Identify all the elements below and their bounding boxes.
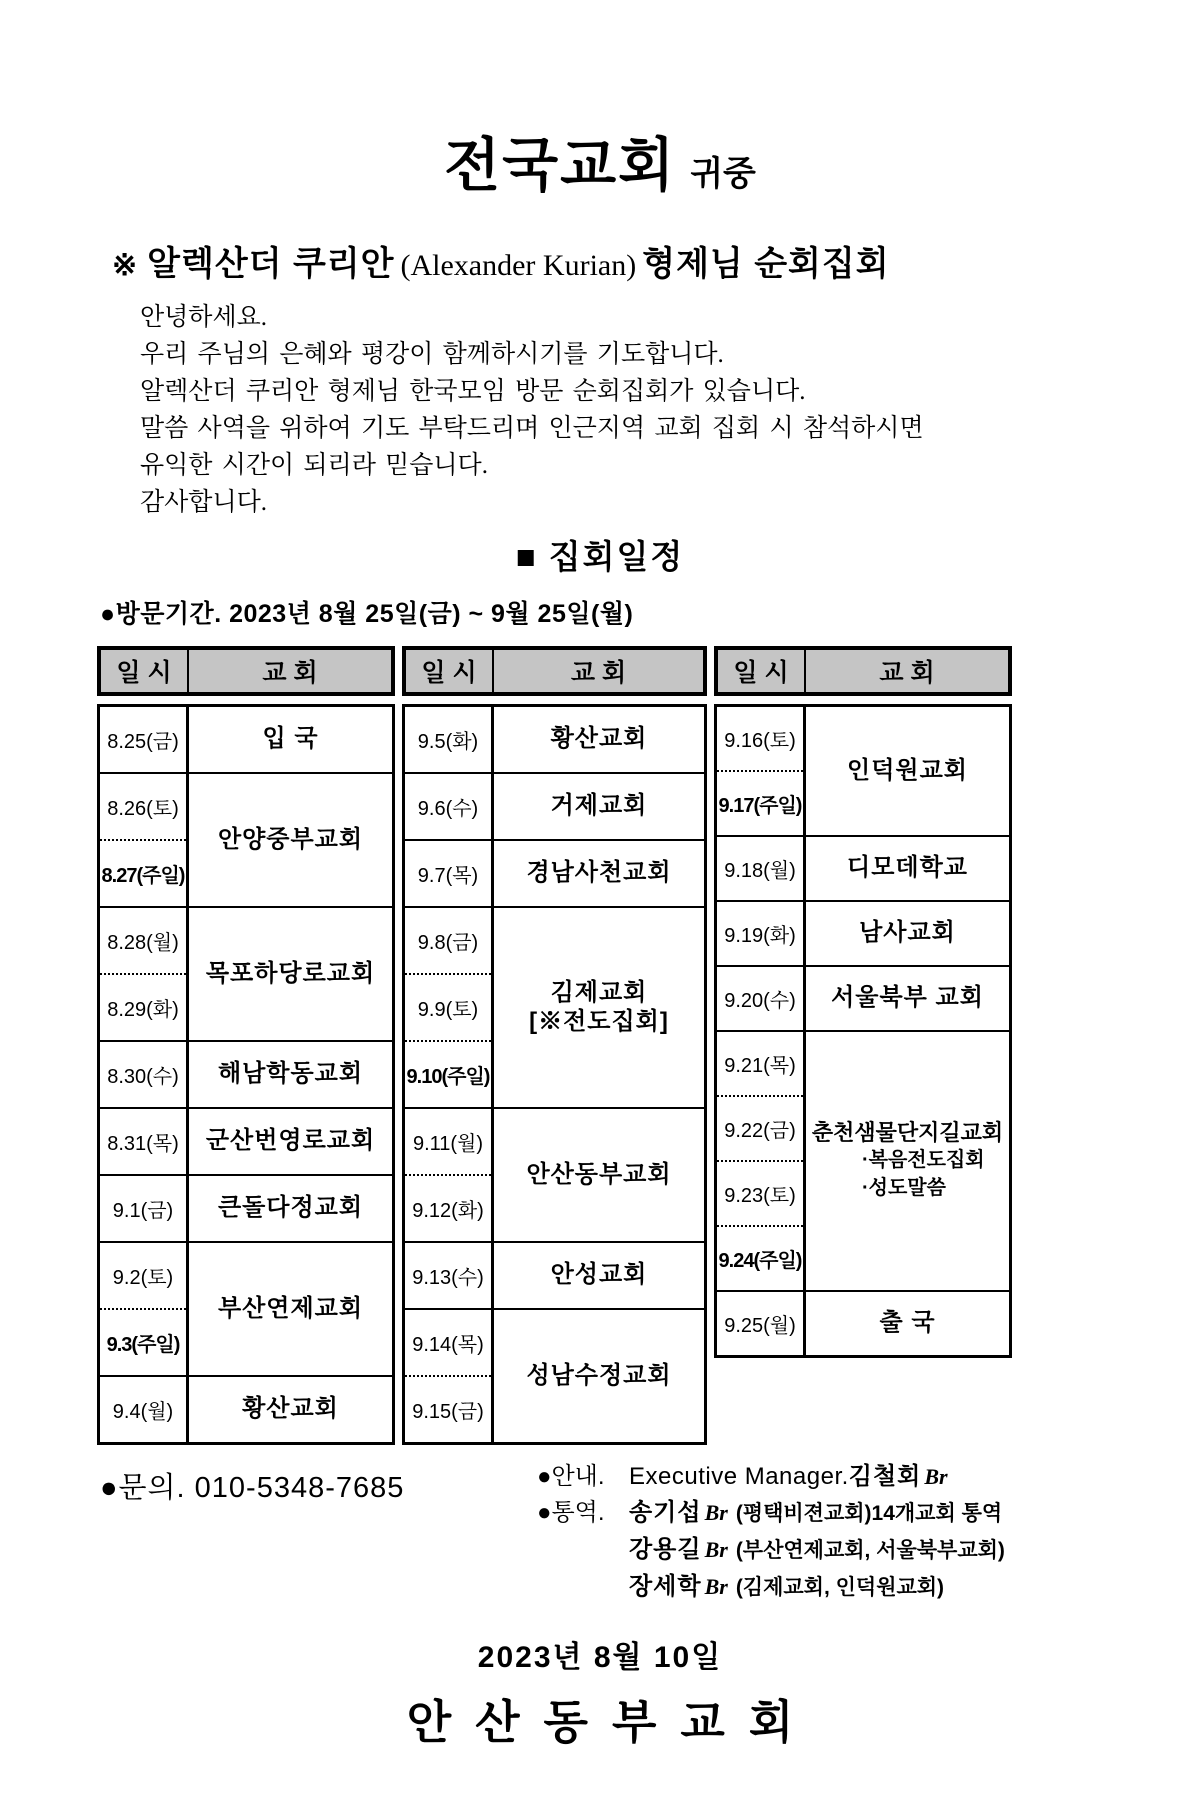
subtitle-suffix: 형제님 순회집회 xyxy=(642,245,890,283)
date-cell: 9.6(수) xyxy=(404,773,493,840)
interpreter-label: ●통역. xyxy=(537,1499,605,1526)
guide-role: Executive Manager. xyxy=(629,1463,849,1490)
church-name: 목포하당로교회 xyxy=(205,959,376,987)
table-body xyxy=(402,704,707,1445)
table-row xyxy=(716,706,1011,772)
table-row xyxy=(716,836,1011,901)
date-cell: 9.21(목) xyxy=(716,1031,805,1096)
date-cell: 8.27(주일) xyxy=(99,840,188,907)
table-row xyxy=(99,1175,394,1242)
date-cell: 9.11(월) xyxy=(404,1108,493,1175)
interpreter-line xyxy=(537,1495,1015,1532)
date-cell: 9.8(금) xyxy=(404,907,493,974)
date-cell: 9.13(수) xyxy=(404,1242,493,1309)
guide-line xyxy=(537,1459,1015,1495)
table-row xyxy=(716,966,1011,1031)
schedule-table-3 xyxy=(714,646,1012,1358)
footer-row xyxy=(97,1459,1015,1606)
church-cell xyxy=(188,1175,394,1242)
greeting-line: 말씀 사역을 위하여 기도 부탁드리며 인근지역 교회 집회 시 참석하시면 xyxy=(140,415,924,442)
church-cell xyxy=(493,1309,706,1444)
table-row xyxy=(99,907,394,974)
church-cell xyxy=(805,836,1011,901)
column-header-church: 교 회 xyxy=(879,659,935,687)
date-cell: 9.5(화) xyxy=(404,706,493,774)
date-cell: 9.24(주일) xyxy=(716,1226,805,1291)
date-cell: 9.9(토) xyxy=(404,974,493,1041)
interpreter-line xyxy=(537,1532,1015,1569)
date-cell: 9.2(토) xyxy=(99,1242,188,1309)
guide-name: 김철회 xyxy=(848,1463,922,1490)
date-cell: 9.12(화) xyxy=(404,1175,493,1242)
date-cell: 9.23(토) xyxy=(716,1161,805,1226)
date-cell: 9.20(수) xyxy=(716,966,805,1031)
church-sub-note: ·성도말씀 xyxy=(862,1177,946,1200)
greeting-line: 감사합니다. xyxy=(140,489,268,516)
date-cell: 9.16(토) xyxy=(716,706,805,772)
date-cell: 8.25(금) xyxy=(99,706,188,774)
subtitle xyxy=(0,236,1200,285)
church-name: 디모데학교 xyxy=(847,854,968,882)
church-cell xyxy=(493,1108,706,1242)
interpreter-churches: (평택비젼교회)14개교회 통역 xyxy=(735,1502,1003,1525)
column-header-church: 교 회 xyxy=(262,659,318,687)
table-row xyxy=(404,907,706,974)
church-name: 군산번영로교회 xyxy=(205,1127,376,1155)
visit-period: ●방문기간. 2023년 8월 25일(금) ~ 9월 25일(월) xyxy=(100,600,634,628)
greeting-line: 알렉산더 쿠리안 형제님 한국모임 방문 순회집회가 있습니다. xyxy=(140,378,806,405)
interpreter-churches: (부산연제교회, 서울북부교회) xyxy=(735,1539,1005,1562)
speaker-name-kr: 알렉산더 쿠리안 xyxy=(147,245,395,283)
church-name: 안산동부교회 xyxy=(526,1160,672,1188)
table-row xyxy=(99,1108,394,1175)
speaker-name-en: (Alexander Kurian) xyxy=(400,249,637,282)
date-cell: 9.15(금) xyxy=(404,1376,493,1444)
church-name: 남사교회 xyxy=(859,919,956,947)
guide-label: ●안내. xyxy=(537,1463,605,1490)
church-cell xyxy=(493,706,706,774)
date-cell: 8.28(월) xyxy=(99,907,188,974)
table-row xyxy=(404,840,706,907)
church-cell xyxy=(805,1291,1011,1357)
church-name: 인덕원교회 xyxy=(847,756,968,784)
church-sub-note: ·복음전도집회 xyxy=(862,1149,985,1172)
date-cell: 9.1(금) xyxy=(99,1175,188,1242)
church-cell xyxy=(188,907,394,1041)
interpreter-brother-abbr: Br xyxy=(704,1537,728,1562)
schedule-tables xyxy=(97,646,1200,1445)
column-header-date: 일 시 xyxy=(718,650,806,692)
date-cell: 9.4(월) xyxy=(99,1376,188,1444)
schedule-table-1 xyxy=(97,646,395,1445)
church-cell xyxy=(188,1242,394,1376)
table-row xyxy=(404,1309,706,1376)
church-name: 성남수정교회 xyxy=(526,1361,672,1389)
church-name: 입 국 xyxy=(262,725,319,753)
church-cell xyxy=(493,907,706,1108)
date-cell: 9.22(금) xyxy=(716,1096,805,1161)
table-row xyxy=(99,1242,394,1309)
table-row xyxy=(404,773,706,840)
date-cell: 9.7(목) xyxy=(404,840,493,907)
interpreter-brother-abbr: Br xyxy=(704,1574,728,1599)
table-row xyxy=(404,1242,706,1309)
date-cell: 9.10(주일) xyxy=(404,1041,493,1108)
table-body xyxy=(714,704,1012,1358)
contact-phone: ●문의. 010-5348-7685 xyxy=(100,1472,405,1504)
church-cell xyxy=(805,901,1011,966)
greeting-paragraph xyxy=(0,299,1200,521)
church-cell xyxy=(188,706,394,774)
date-cell: 8.30(수) xyxy=(99,1041,188,1108)
title-main: 전국교회 xyxy=(444,133,677,198)
church-name: 춘천샘물단지길교회 xyxy=(811,1119,1004,1145)
table-header xyxy=(97,646,395,696)
church-cell xyxy=(805,1031,1011,1291)
church-name: [※전도집회] xyxy=(529,1007,669,1035)
church-name: 거제교회 xyxy=(550,792,648,820)
column-header-church: 교 회 xyxy=(570,659,627,687)
date-cell: 9.17(주일) xyxy=(716,771,805,836)
church-cell xyxy=(493,840,706,907)
date-cell: 9.3(주일) xyxy=(99,1309,188,1376)
church-cell xyxy=(188,1108,394,1175)
table-row xyxy=(716,1031,1011,1096)
table-row xyxy=(99,773,394,840)
date-cell: 8.29(화) xyxy=(99,974,188,1041)
church-cell xyxy=(805,706,1011,837)
document-date: 2023년 8월 10일 xyxy=(477,1641,723,1674)
church-name: 김제교회 xyxy=(550,978,648,1006)
guide-brother-abbr: Br xyxy=(924,1464,948,1489)
church-name: 경남사천교회 xyxy=(526,859,672,887)
greeting-line: 우리 주님의 은혜와 평강이 함께하시기를 기도합니다. xyxy=(140,341,724,368)
church-cell xyxy=(188,773,394,907)
interpreter-brother-abbr: Br xyxy=(704,1500,728,1525)
church-cell xyxy=(493,1242,706,1309)
interpreter-churches: (김제교회, 인덕원교회) xyxy=(735,1576,945,1599)
schedule-section-title: ■ 집회일정 xyxy=(515,538,685,575)
reference-mark: ※ xyxy=(112,249,138,282)
schedule-table-2 xyxy=(402,646,707,1445)
table-row xyxy=(99,1376,394,1444)
church-name: 서울북부 교회 xyxy=(831,984,984,1012)
column-header-date: 일 시 xyxy=(406,650,494,692)
church-cell xyxy=(493,773,706,840)
table-body xyxy=(97,704,395,1445)
church-name: 출 국 xyxy=(879,1309,936,1337)
interpreter-name: 송기섭 xyxy=(629,1499,702,1526)
date-cell: 8.31(목) xyxy=(99,1108,188,1175)
date-cell: 9.14(목) xyxy=(404,1309,493,1376)
church-name: 황산교회 xyxy=(242,1395,339,1423)
table-header xyxy=(714,646,1012,696)
greeting-line: 안녕하세요. xyxy=(140,304,268,331)
table-header xyxy=(402,646,707,696)
interpreter-name: 강용길 xyxy=(629,1536,702,1563)
issuing-church-name: 안산동부교회 xyxy=(406,1696,818,1748)
date-cell: 9.19(화) xyxy=(716,901,805,966)
interpreter-name: 장세학 xyxy=(629,1573,702,1600)
date-cell: 9.18(월) xyxy=(716,836,805,901)
info-block xyxy=(537,1459,1015,1606)
date-cell: 8.26(토) xyxy=(99,773,188,840)
church-cell xyxy=(188,1041,394,1108)
title-suffix: 귀중 xyxy=(690,155,756,193)
church-name: 부산연제교회 xyxy=(217,1294,364,1322)
church-name: 황산교회 xyxy=(550,725,648,753)
document-page xyxy=(0,118,1200,1814)
church-name: 해남학동교회 xyxy=(217,1060,364,1088)
church-cell xyxy=(188,1376,394,1444)
table-row xyxy=(716,901,1011,966)
table-row xyxy=(99,706,394,774)
church-name: 안양중부교회 xyxy=(217,825,364,853)
table-row xyxy=(99,1041,394,1108)
church-name: 큰돌다정교회 xyxy=(217,1194,364,1222)
table-row xyxy=(404,1108,706,1175)
greeting-line: 유익한 시간이 되리라 믿습니다. xyxy=(140,452,488,479)
table-row xyxy=(716,1291,1011,1357)
page-title xyxy=(0,118,1200,202)
table-row xyxy=(404,706,706,774)
column-header-date: 일 시 xyxy=(101,650,189,692)
date-cell: 9.25(월) xyxy=(716,1291,805,1357)
interpreter-line xyxy=(537,1569,1015,1606)
church-name: 안성교회 xyxy=(550,1261,648,1289)
church-cell xyxy=(805,966,1011,1031)
